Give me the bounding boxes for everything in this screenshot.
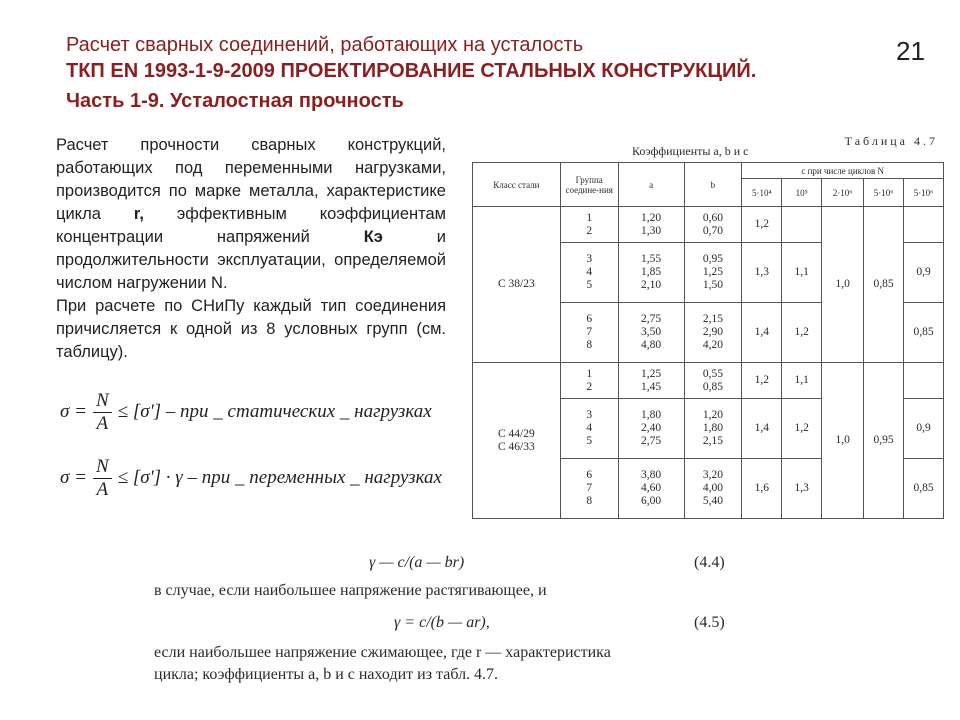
header-b: b xyxy=(684,163,742,207)
table-cell: 1,4 xyxy=(742,399,782,459)
table-cell: 1,0 xyxy=(822,207,864,363)
scan-text-line-1: в случае, если наибольшее напряжение растягивающее, и xyxy=(154,582,547,599)
table-cell: 6 7 8 xyxy=(560,303,618,363)
header-n-col: 5·10⁶ xyxy=(864,179,904,207)
table-cell xyxy=(782,207,822,243)
table-cell: С 38/23 xyxy=(473,207,561,363)
table-cell: 1,20 1,80 2,15 xyxy=(684,399,742,459)
table-cell: 1,2 xyxy=(742,207,782,243)
slide-title-line3: Часть 1-9. Усталостная прочность xyxy=(66,90,404,112)
table-cell: 1,55 1,85 2,10 xyxy=(618,243,684,303)
table-cell: 0,9 xyxy=(904,399,944,459)
table-row xyxy=(473,207,944,243)
table-cell: 0,55 0,85 xyxy=(684,363,742,399)
formula-rhs-static: ≤ [σ'] – при _ статических _ нагрузках xyxy=(117,400,432,422)
body-text-r: r, xyxy=(133,205,144,223)
table-cell: 2,75 3,50 4,80 xyxy=(618,303,684,363)
table-cell xyxy=(904,363,944,399)
formula-rhs-variable: ≤ [σ'] · γ – при _ переменных _ нагрузках xyxy=(117,466,442,488)
scan-text-line-3: цикла; коэффициенты a, b и c находит из табл. 4.7. xyxy=(154,666,499,683)
table-cell: 0,85 xyxy=(904,303,944,363)
formula-lhs: σ = xyxy=(60,400,87,422)
formula-lhs: σ = xyxy=(60,466,87,488)
equation-4-4: γ — c/(a — br) xyxy=(369,554,465,571)
equation-4-5: γ = c/(b — ar), xyxy=(394,614,490,631)
slide-title-line2: ТКП EN 1993-1-9-2009 ПРОЕКТИРОВАНИЕ СТАЛЬНЫХ КОНСТРУКЦИЙ. xyxy=(66,60,757,82)
table-cell: 0,85 xyxy=(864,207,904,363)
formula-denominator: A xyxy=(96,413,109,434)
body-text-span: Расчет прочности сварных конструкций, работающих под переменными нагрузками, производится по марке металла, характеристике цикла xyxy=(56,136,446,223)
table-cell: 0,85 xyxy=(904,459,944,519)
table-cell: 3,20 4,00 5,40 xyxy=(684,459,742,519)
table-cell: 0,9 xyxy=(904,243,944,303)
formula-static xyxy=(60,390,432,435)
table-cell: 1,1 xyxy=(782,243,822,303)
table-cell: 3 4 5 xyxy=(560,243,618,303)
formula-variable xyxy=(60,456,442,501)
header-n-col: 10⁵ xyxy=(782,179,822,207)
header-a: a xyxy=(618,163,684,207)
table-cell: 3,80 4,60 6,00 xyxy=(618,459,684,519)
body-text-span: и продолжительности эксплуатации, определяемой числом нагружении N. xyxy=(56,228,446,292)
table-cell: 0,60 0,70 xyxy=(684,207,742,243)
table-cell: 1,2 xyxy=(742,363,782,399)
table-cell xyxy=(904,207,944,243)
table-cell: 1 2 xyxy=(560,363,618,399)
table-cell: 2,15 2,90 4,20 xyxy=(684,303,742,363)
table-cell: 1,25 1,45 xyxy=(618,363,684,399)
body-paragraph-2: При расчете по СНиПу каждый тип соединения причисляется к одной из 8 условных групп (см. таблицу). xyxy=(56,297,446,361)
table-cell: 3 4 5 xyxy=(560,399,618,459)
formula-numerator: N xyxy=(93,390,112,413)
page-number: 21 xyxy=(896,36,925,66)
formula-fraction xyxy=(93,390,112,435)
header-c: c при числе циклов N xyxy=(742,163,944,179)
table-row xyxy=(473,363,944,399)
table-cell: 1,3 xyxy=(782,459,822,519)
table-cell: 6 7 8 xyxy=(560,459,618,519)
header-group: Группа соедине-ния xyxy=(560,163,618,207)
table-cell: 1,0 xyxy=(822,363,864,519)
header-n-col: 5·10⁴ xyxy=(742,179,782,207)
equation-4-5-number: (4.5) xyxy=(694,614,725,631)
header-n-col: 5·10⁶ xyxy=(904,179,944,207)
table-cell: 1,4 xyxy=(742,303,782,363)
formula-numerator: N xyxy=(93,456,112,479)
table-cell: 0,95 1,25 1,50 xyxy=(684,243,742,303)
table-cell: 1,20 1,30 xyxy=(618,207,684,243)
formula-scan xyxy=(154,540,754,690)
table-cell: 1,80 2,40 2,75 xyxy=(618,399,684,459)
body-text-span: эффективным коэффициентам концентрации напряжений xyxy=(56,205,446,246)
table-cell: 1,3 xyxy=(742,243,782,303)
table-cell: 0,95 xyxy=(864,363,904,519)
table-cell: 1,1 xyxy=(782,363,822,399)
body-paragraph-1 xyxy=(56,134,446,295)
table-cell: 1,2 xyxy=(782,399,822,459)
formula-denominator: A xyxy=(96,479,109,500)
table-cell: 1,6 xyxy=(742,459,782,519)
header-steel-class: Класс стали xyxy=(473,163,561,207)
body-text xyxy=(56,134,446,364)
coefficient-table-scan xyxy=(472,134,944,516)
table-cell: С 44/29 С 46/33 xyxy=(473,363,561,519)
table-cell: 1 2 xyxy=(560,207,618,243)
table-title: Таблица 4.7 xyxy=(844,134,938,148)
table-cell: 1,2 xyxy=(782,303,822,363)
equation-4-4-number: (4.4) xyxy=(694,554,725,571)
coefficient-table xyxy=(472,162,944,519)
scan-text-line-2: если наибольшее напряжение сжимающее, где r — характеристика xyxy=(154,644,611,661)
header-n-col: 2·10⁶ xyxy=(822,179,864,207)
slide-title-line1: Расчет сварных соединений, работающих на усталость xyxy=(66,34,584,56)
formula-fraction xyxy=(93,456,112,501)
body-text-k: Кэ xyxy=(363,228,383,246)
table-caption: Коэффициенты a, b и c xyxy=(632,144,749,158)
